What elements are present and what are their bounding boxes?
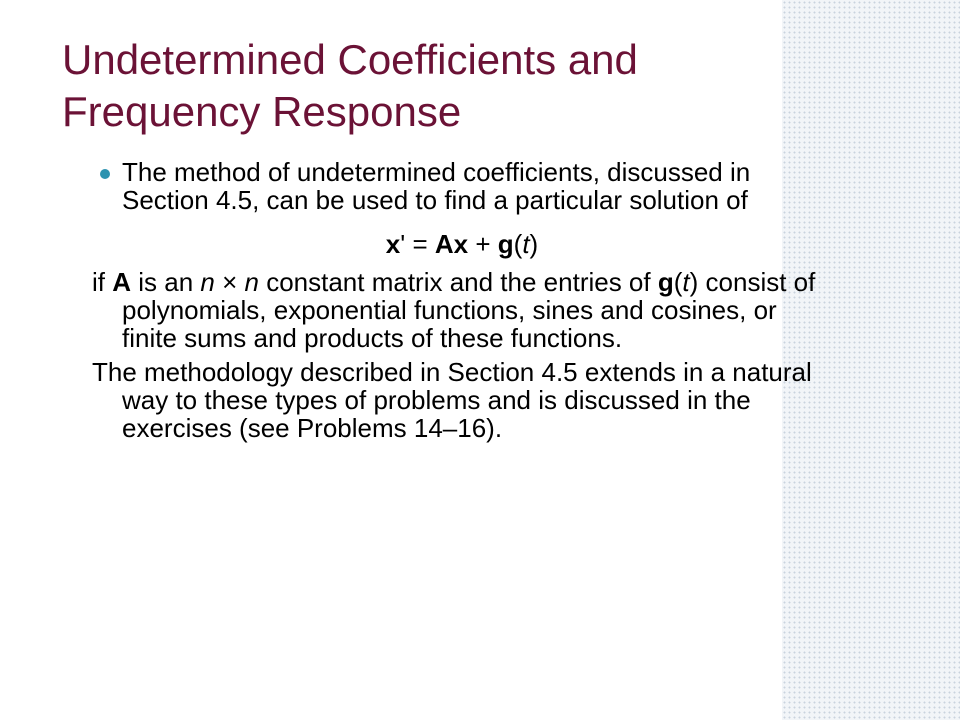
- slide-title: Undetermined Coefficients and Frequency Response: [62, 36, 638, 135]
- eq-prime: ': [400, 229, 406, 259]
- eq-equals: =: [405, 229, 435, 259]
- lparen: (: [673, 267, 683, 297]
- eq-lparen: (: [513, 229, 523, 259]
- text-run: constant matrix and the entries of: [258, 267, 658, 297]
- eq-x-vector: x: [385, 229, 401, 259]
- bullet-dot-icon: [100, 169, 110, 179]
- matrix-A: A: [112, 267, 132, 297]
- eq-plus: +: [468, 229, 498, 259]
- eq-rparen: ): [529, 229, 539, 259]
- text-run: consist of polynomials, exponential functions, sines and cosines, or finite sums and products of these functions.: [122, 267, 816, 353]
- equation: [92, 230, 832, 258]
- slide-body: [92, 158, 832, 442]
- condition-paragraph: [92, 268, 832, 352]
- bullet-paragraph: [92, 158, 832, 214]
- eq-A-matrix: A: [434, 229, 454, 259]
- methodology-paragraph: The methodology described in Section 4.5 extends in a natural way to these types of problems and is discussed in the exercises (see Problems 14–16).: [92, 357, 812, 443]
- eq-x-vector-2: x: [453, 229, 469, 259]
- eq-t-var: t: [522, 229, 530, 259]
- times-symbol: ×: [214, 267, 245, 297]
- var-t: t: [682, 267, 690, 297]
- var-n: n: [200, 267, 215, 297]
- bullet-text: The method of undetermined coefficients, discussed in Section 4.5, can be used to find a particular solution of: [122, 157, 751, 215]
- text-run: if: [92, 267, 113, 297]
- rparen: ): [689, 267, 699, 297]
- vector-g: g: [657, 267, 674, 297]
- var-n: n: [244, 267, 259, 297]
- text-run: is an: [131, 267, 201, 297]
- eq-g-vector: g: [497, 229, 514, 259]
